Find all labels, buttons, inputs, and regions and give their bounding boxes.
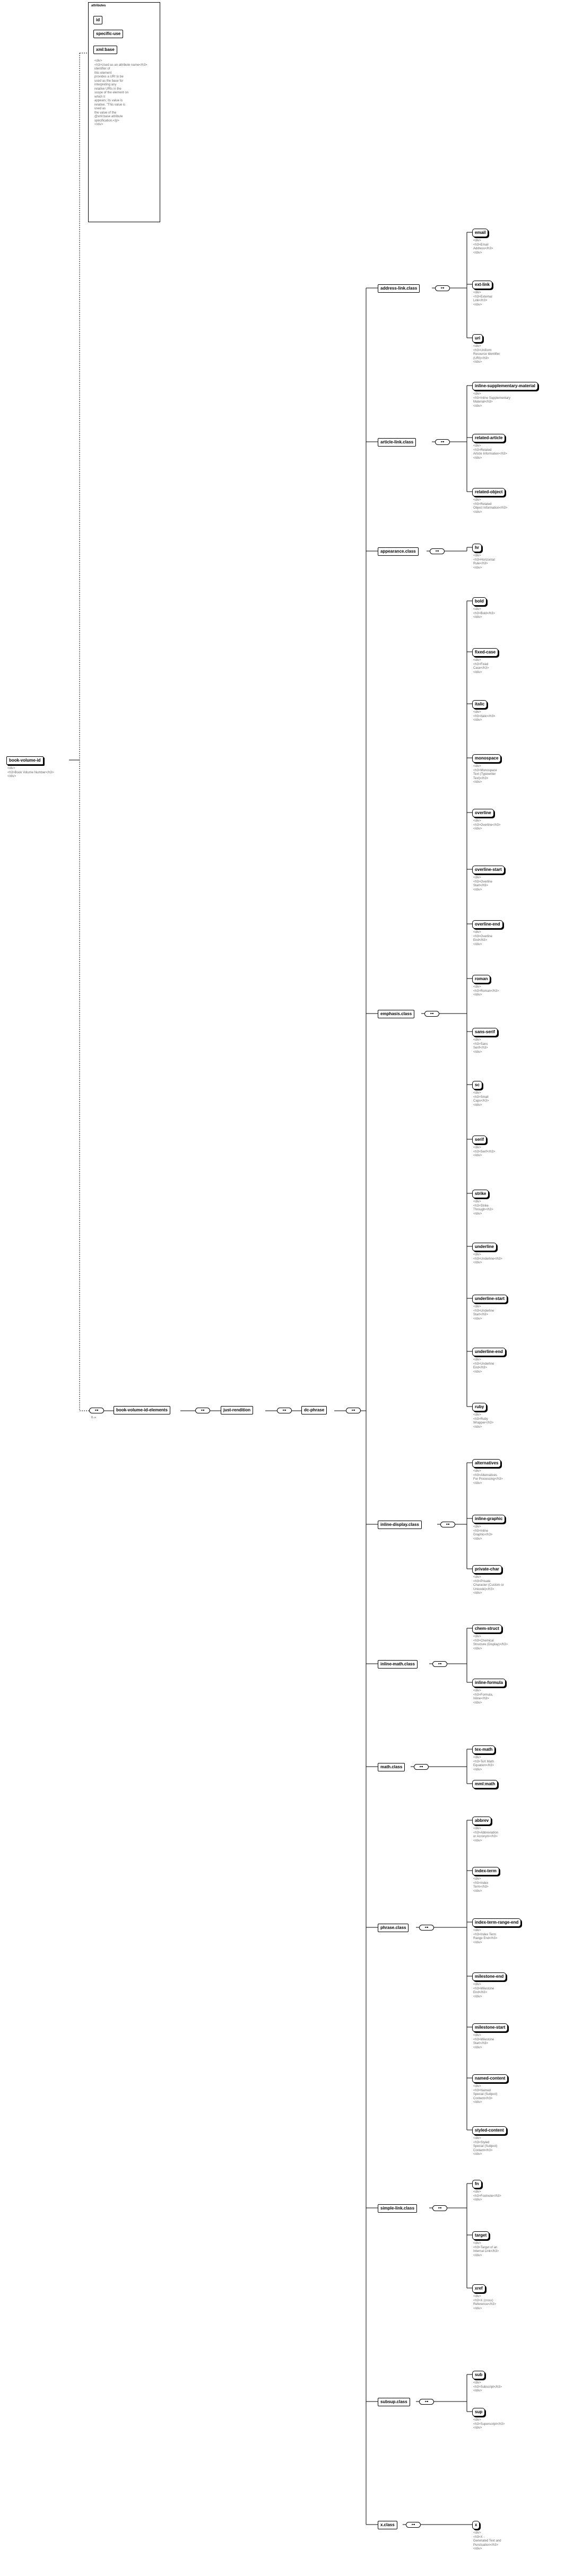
- element-annotation: <div> <h3>Inline Supplementary Material</h3> </div>: [473, 392, 511, 408]
- sequence-group[interactable]: book-volume-id-elements: [114, 1406, 170, 1414]
- element-annotation: <div> <h3>Styled Special (Subject) Content</h3> </div>: [473, 2137, 498, 2156]
- element-annotation: <div> <h3>Underline</h3> </div>: [473, 1253, 502, 1264]
- attributes-title: attributes: [91, 4, 106, 7]
- class-choice-connector[interactable]: ⊶: [419, 1925, 434, 1931]
- class-emphasis-class[interactable]: emphasis.class: [378, 1010, 414, 1018]
- class-address-link-class[interactable]: address-link.class: [378, 284, 420, 293]
- element-annotation: <div> <h3>TeX Math Equation</h3> </div>: [473, 1756, 494, 1771]
- element-strike[interactable]: strike: [472, 1190, 489, 1198]
- class-choice-connector[interactable]: ⊶: [424, 1011, 439, 1017]
- element-annotation: <div> <h3>Small Caps</h3> </div>: [473, 1091, 489, 1107]
- element-annotation: <div> <h3>Target of an Internal Link</h3> </div>: [473, 2242, 499, 2257]
- element-sup[interactable]: sup: [472, 2408, 485, 2416]
- element-email[interactable]: email: [472, 229, 488, 237]
- element-annotation: <div> <h3>Overline End</h3> </div>: [473, 931, 493, 946]
- class-choice-connector[interactable]: ⊶: [430, 548, 445, 554]
- element-underline-start[interactable]: underline-start: [472, 1295, 507, 1303]
- element-annotation: <div> <h3>Milestone Start</h3> </div>: [473, 2034, 494, 2049]
- attributes-annotation: <div> <h3>Used as an attribute name</h3> identifier of this element provides a URI to be used as the base for interpreting any relative URIs in the scope of the element on which it appears; its value is relative. "This value is used as the value of the @xml:base attribute specification.</p> </div>: [94, 59, 147, 126]
- class-inline-math-class[interactable]: inline-math.class: [378, 1660, 418, 1669]
- attribute-specific-use[interactable]: specific-use: [93, 30, 123, 38]
- element-tex-math[interactable]: tex-math: [472, 1745, 495, 1754]
- element-styled-content[interactable]: styled-content: [472, 2126, 507, 2135]
- element-overline[interactable]: overline: [472, 809, 494, 817]
- element-annotation: <div> <h3>Subscript</h3> </div>: [473, 2381, 502, 2392]
- class-x-class[interactable]: x.class: [378, 2521, 397, 2529]
- element-annotation: <div> <h3>Serif</h3> </div>: [473, 1146, 496, 1157]
- element-annotation: <div> <h3>Italic</h3> </div>: [473, 711, 496, 722]
- element-fn[interactable]: fn: [472, 2180, 482, 2188]
- element-private-char[interactable]: private-char: [472, 1565, 502, 1574]
- element-fixed-case[interactable]: fixed-case: [472, 648, 498, 657]
- element-roman[interactable]: roman: [472, 975, 490, 983]
- element-milestone-end[interactable]: milestone-end: [472, 1972, 506, 1981]
- element-index-term[interactable]: index-term: [472, 1867, 499, 1875]
- element-annotation: <div> <h3>Bold</h3> </div>: [473, 608, 496, 619]
- element-sans-serif[interactable]: sans-serif: [472, 1028, 498, 1036]
- element-sub[interactable]: sub: [472, 2371, 485, 2379]
- element-annotation: <div> <h3>Index Term Range End</h3> </div>: [473, 1929, 498, 1944]
- class-choice-connector[interactable]: ⊶: [406, 2522, 421, 2528]
- class-article-link-class[interactable]: article-link.class: [378, 438, 416, 447]
- element-monospace[interactable]: monospace: [472, 754, 501, 763]
- element-serif[interactable]: serif: [472, 1136, 487, 1144]
- element-annotation: <div> <h3>Index Term</h3> </div>: [473, 1878, 489, 1893]
- element-annotation: <div> <h3>Milestone End</h3> </div>: [473, 1983, 494, 1998]
- element-target[interactable]: target: [472, 2231, 489, 2240]
- element-ruby[interactable]: ruby: [472, 1403, 487, 1411]
- root-annotation: <div> <h3>Book Volume Number</h3> </div>: [7, 767, 54, 778]
- element-chem-struct[interactable]: chem-struct: [472, 1625, 502, 1633]
- element-bold[interactable]: bold: [472, 597, 487, 606]
- element-related-object[interactable]: related-object: [472, 488, 505, 496]
- element-annotation: <div> <h3>Private Character (Custom or Unicode)</h3> </div>: [473, 1576, 504, 1595]
- element-related-article[interactable]: related-article: [472, 434, 505, 442]
- class-phrase-class[interactable]: phrase.class: [378, 1924, 409, 1932]
- sequence-choice-connector-1[interactable]: ⊶: [195, 1408, 210, 1413]
- class-simple-link-class[interactable]: simple-link.class: [378, 2204, 417, 2213]
- element-annotation: <div> <h3>Footnote</h3> </div>: [473, 2190, 501, 2202]
- class-choice-connector[interactable]: ⊶: [435, 439, 450, 445]
- attribute-id[interactable]: id: [93, 16, 102, 24]
- element-annotation: <div> <h3>Email Address</h3> </div>: [473, 239, 493, 255]
- element-abbrev[interactable]: abbrev: [472, 1817, 491, 1825]
- class-choice-connector[interactable]: ⊶: [432, 2205, 447, 2211]
- element-alternatives[interactable]: alternatives: [472, 1459, 501, 1468]
- element-index-term-range-end[interactable]: index-term-range-end: [472, 1918, 521, 1927]
- element-annotation: <div> <h3>Named Special (Subject) Content</h3> </div>: [473, 2085, 498, 2104]
- root-element[interactable]: book-volume-id: [6, 756, 44, 765]
- element-annotation: <div> <h3>X - Generated Text and Punctuation</h3> </div>: [473, 2531, 501, 2551]
- class-appearance-class[interactable]: appearance.class: [378, 547, 419, 556]
- element-annotation: <div> <h3>Horizontal Rule</h3> </div>: [473, 554, 495, 570]
- attribute-xml-base[interactable]: xml:base: [93, 46, 117, 54]
- element-underline[interactable]: underline: [472, 1243, 497, 1251]
- element-italic[interactable]: italic: [472, 700, 487, 709]
- sequence-choice-connector-2[interactable]: ⊶: [277, 1408, 292, 1413]
- element-milestone-start[interactable]: milestone-start: [472, 2023, 508, 2032]
- element-xref[interactable]: xref: [472, 2284, 485, 2293]
- element-annotation: <div> <h3>Overline</h3> </div>: [473, 819, 501, 831]
- element-annotation: <div> <h3>Formula, Inline</h3> </div>: [473, 1689, 493, 1705]
- element-annotation: <div> <h3>Chemical Structure (Display)</h3> </div>: [473, 1635, 508, 1651]
- class-math-class[interactable]: math.class: [378, 1763, 405, 1771]
- element-annotation: <div> <h3>Related Object Information</h3> </div>: [473, 499, 508, 514]
- class-choice-connector[interactable]: ⊶: [435, 285, 450, 291]
- element-hr[interactable]: hr: [472, 544, 482, 552]
- element-annotation: <div> <h3>Sans Serif</h3> </div>: [473, 1038, 488, 1054]
- element-annotation: <div> <h3>Underline Start</h3> </div>: [473, 1305, 494, 1321]
- element-annotation: <div> <h3>Inline Graphic</h3> </div>: [473, 1525, 493, 1541]
- sequence-cardinality: 0..∞: [91, 1416, 97, 1419]
- class-subsup-class[interactable]: subsup.class: [378, 2398, 410, 2406]
- element-annotation: <div> <h3>Monospace Text (Typewriter Text)</h3> </div>: [473, 765, 497, 784]
- element-underline-end[interactable]: underline-end: [472, 1348, 506, 1356]
- element-overline-end[interactable]: overline-end: [472, 920, 503, 929]
- element-annotation: <div> <h3>Related Article Information</h3> </div>: [473, 444, 507, 460]
- element-annotation: <div> <h3>Fixed Case</h3> </div>: [473, 659, 489, 674]
- element-inline-supplementary-material[interactable]: inline-supplementary-material: [472, 382, 538, 390]
- element-annotation: <div> <h3>Overline Start</h3> </div>: [473, 876, 493, 892]
- element-mml-math[interactable]: mml:math: [472, 1780, 498, 1788]
- class-choice-connector[interactable]: ⊶: [414, 1764, 429, 1770]
- element-x[interactable]: x: [472, 2521, 480, 2529]
- class-choice-connector[interactable]: ⊶: [419, 2399, 434, 2405]
- element-annotation: <div> <h3>X (cross) Reference</h3> </div>: [473, 2295, 497, 2310]
- class-inline-display-class[interactable]: inline-display.class: [378, 1521, 422, 1529]
- class-choice-connector[interactable]: ⊶: [440, 1522, 455, 1527]
- root-choice-connector[interactable]: ⊶: [89, 1408, 104, 1413]
- element-annotation: <div> <h3>Ruby Wrapper</h3> </div>: [473, 1413, 494, 1429]
- element-named-content[interactable]: named-content: [472, 2074, 508, 2083]
- element-annotation: <div> <h3>External Link</h3> </div>: [473, 291, 492, 307]
- element-inline-formula[interactable]: inline-formula: [472, 1679, 506, 1687]
- class-choice-connector[interactable]: ⊶: [346, 1408, 361, 1413]
- element-uri[interactable]: uri: [472, 334, 483, 343]
- element-annotation: <div> <h3>Superscript</h3> </div>: [473, 2418, 505, 2430]
- element-overline-start[interactable]: overline-start: [472, 866, 505, 874]
- element-sc[interactable]: sc: [472, 1081, 482, 1089]
- element-annotation: <div> <h3>Roman</h3> </div>: [473, 985, 499, 997]
- element-annotation: <div> <h3>Abbreviation or Acronym</h3> </div>: [473, 1827, 499, 1843]
- element-inline-graphic[interactable]: inline-graphic: [472, 1515, 505, 1523]
- element-annotation: <div> <h3>Uniform Resource Identifier (URI)</h3> </div>: [473, 345, 500, 364]
- element-annotation: <div> <h3>Alternatives For Processing</h3> </div>: [473, 1470, 503, 1485]
- element-annotation: <div> <h3>Strike Through</h3> </div>: [473, 1200, 493, 1216]
- element-annotation: <div> <h3>Underline End</h3> </div>: [473, 1358, 494, 1374]
- group-dc-phrase[interactable]: dc-phrase: [301, 1406, 327, 1414]
- class-choice-connector[interactable]: ⊶: [432, 1661, 447, 1667]
- element-ext-link[interactable]: ext-link: [472, 281, 492, 289]
- group-just-rendition[interactable]: just-rendition: [221, 1406, 253, 1414]
